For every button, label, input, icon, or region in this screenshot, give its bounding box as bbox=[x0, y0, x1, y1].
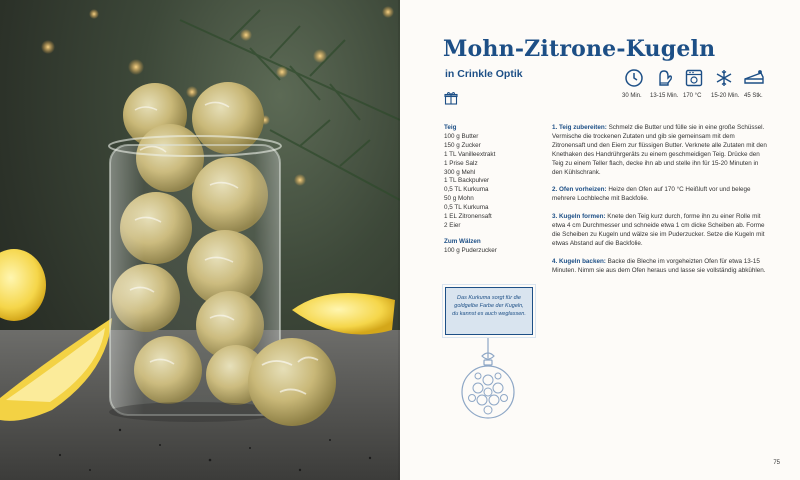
info-bake-time: 13-15 Min. bbox=[650, 93, 679, 99]
step-3 bbox=[552, 213, 767, 249]
recipe-info-bar bbox=[620, 66, 770, 106]
step-heading: 2. Ofen vorheizen: bbox=[552, 186, 607, 194]
recipe-subtitle: in Crinkle Optik bbox=[445, 68, 523, 80]
snowflake-icon bbox=[712, 66, 736, 90]
cake-slice-icon bbox=[742, 66, 766, 90]
ingredient-item: 2 Eier bbox=[444, 221, 461, 229]
step-heading: 3. Kugeln formen: bbox=[552, 213, 606, 221]
step-2 bbox=[552, 186, 767, 204]
oven-mitt-icon bbox=[652, 66, 676, 90]
ingredient-item: 0,5 TL Kurkuma bbox=[444, 204, 489, 212]
ingredient-heading-dough: Teig bbox=[444, 124, 457, 131]
step-text: Backe die Bleche im vorgeheizten Ofen für etwa 13-15 Minuten. Nimm sie aus dem Ofen heraus und lasse sie vollständig abkühlen. bbox=[552, 257, 766, 274]
info-chill-time: 15-20 Min. bbox=[711, 93, 740, 99]
info-time: 30 Min. bbox=[622, 93, 642, 99]
step-4 bbox=[552, 258, 767, 276]
gift-icon bbox=[444, 91, 458, 105]
recipe-page bbox=[400, 0, 800, 480]
ingredient-item: 300 g Mehl bbox=[444, 168, 476, 176]
christmas-ornament-icon bbox=[458, 338, 518, 426]
step-heading: 4. Kugeln backen: bbox=[552, 257, 606, 265]
step-1 bbox=[552, 124, 767, 177]
step-text: Schmelz die Butter und fülle sie in eine große Schüssel. Vermische die trockenen Zutaten und gib sie gemeinsam mit dem Zitronensaft und den Eiern zur flüssigen Butter. Verknete alle Zutaten mit den Knethaken des Handrührgeräts zu einem geschmeidigen Teig. Drücke den Teig zu einem Teller flach, decke ihn ab und stelle ihn für 15-20 Minuten in den Kühlschrank. bbox=[552, 124, 767, 176]
page-number: 75 bbox=[773, 460, 780, 466]
ingredient-item: 1 TL Backpulver bbox=[444, 177, 490, 185]
oven-icon bbox=[682, 66, 706, 90]
instruction-steps bbox=[552, 124, 767, 285]
step-text: Heize den Ofen auf 170 °C Heißluft vor und belege mehrere Lochbleche mit Backfolie. bbox=[552, 186, 751, 203]
ingredient-item: 0,5 TL Kurkuma bbox=[444, 186, 489, 194]
ingredient-item: 100 g Butter bbox=[444, 132, 479, 140]
ingredient-item: 50 g Mohn bbox=[444, 195, 474, 203]
ingredient-item: 100 g Puderzucker bbox=[444, 246, 497, 254]
ingredient-item: 150 g Zucker bbox=[444, 141, 481, 149]
ingredient-item: 1 TL Vanilleextrakt bbox=[444, 150, 496, 158]
ingredient-item: 1 Prise Salz bbox=[444, 159, 478, 167]
recipe-title: Mohn-Zitrone-Kugeln bbox=[443, 36, 716, 62]
info-temperature: 170 °C bbox=[683, 93, 702, 99]
clock-icon bbox=[622, 66, 646, 90]
info-yield: 45 Stk. bbox=[744, 93, 763, 99]
ingredient-item: 1 EL Zitronensaft bbox=[444, 213, 492, 221]
ingredient-heading-rolling: Zum Wälzen bbox=[444, 237, 481, 245]
ingredient-list bbox=[444, 124, 544, 256]
tip-box: Das Kurkuma sorgt für die goldgelbe Farbe der Kugeln, du kannst es auch weglassen. bbox=[445, 287, 533, 335]
step-heading: 1. Teig zubereiten: bbox=[552, 124, 607, 131]
step-text: Knete den Teig kurz durch, forme ihn zu einer Rolle mit etwa 4 cm Durchmesser und schneide etwa 1 cm dicke Scheiben ab. Forme die Scheiben zu Kugeln und wälze sie im Puderzucker. Setze die Kugeln mit etwas Abstand auf die Backfolie. bbox=[552, 213, 765, 247]
